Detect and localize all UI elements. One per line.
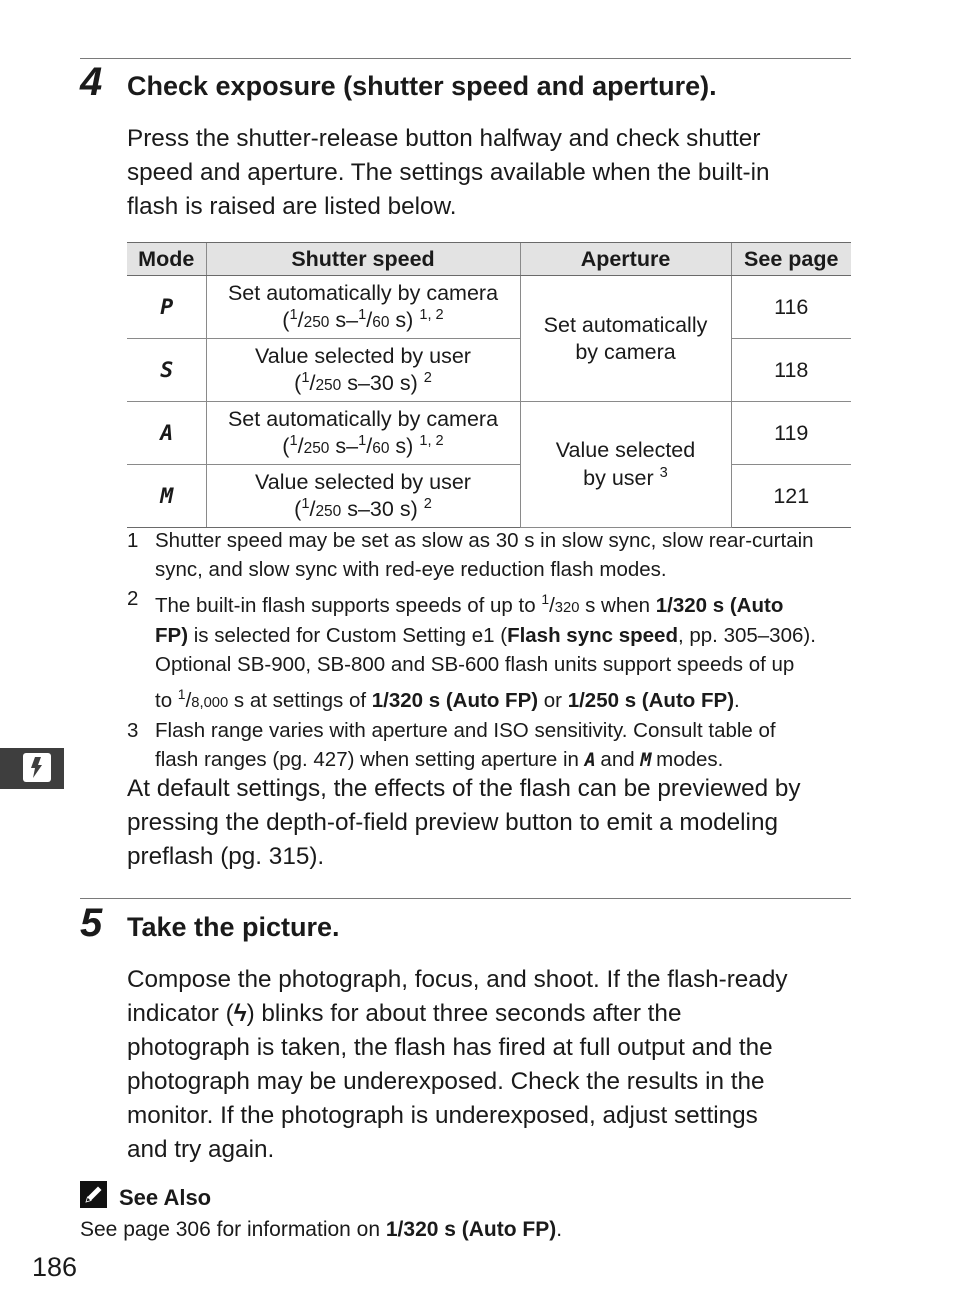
- table-row: [127, 276, 851, 339]
- intro-line: speed and aperture. The settings available when the built-in: [127, 159, 770, 186]
- mode-s-symbol: S: [160, 358, 173, 383]
- step-5-heading: Take the picture.: [127, 912, 340, 942]
- shutter-range: ($^1$/250 s–30 s) $^2$: [294, 496, 432, 522]
- section-tab: [0, 748, 64, 789]
- flash-ready-icon: ϟ: [233, 1000, 247, 1027]
- header-shutter-speed: Shutter speed: [206, 243, 520, 276]
- shutter-text: Value selected by user: [255, 469, 471, 494]
- step-4-number: 4: [80, 60, 103, 104]
- shutter-text: Set automatically by camera: [227, 280, 499, 305]
- mode-p-symbol: P: [160, 295, 173, 320]
- header-aperture: Aperture: [520, 243, 731, 276]
- aperture-cell-user: [520, 402, 731, 528]
- see-page-cell: 118: [731, 339, 851, 402]
- footnote-1: 1 Shutter speed may be set as slow as 30 s in slow sync, slow rear-curtain sync, and slow sync with red-eye reduction flash modes.: [127, 529, 814, 581]
- aperture-line: Set automatically: [543, 312, 708, 337]
- footnote-number: 3: [127, 719, 139, 743]
- aperture-line: by user $^3$: [583, 464, 668, 491]
- pencil-note-icon: [80, 1181, 107, 1208]
- aperture-cell-auto: [520, 276, 731, 402]
- mode-a-symbol: A: [584, 750, 595, 772]
- default-settings-paragraph: At default settings, the effects of the flash can be previewed by pressing the depth-of-field preview button to emit a modeling preflash (pg. 315).: [127, 775, 801, 870]
- shutter-cell: [206, 402, 520, 465]
- step-5-number: 5: [80, 901, 103, 945]
- exposure-modes-table: [127, 242, 851, 528]
- shutter-cell: [206, 339, 520, 402]
- mode-cell: [127, 276, 206, 339]
- see-also-text: See page 306 for information on 1/320 s (Auto FP).: [80, 1218, 563, 1241]
- shutter-range: ($^1$/250 s–$^1$/60 s) $^{1, 2}$: [282, 307, 444, 333]
- see-also-title: See Also: [119, 1185, 212, 1210]
- see-page-cell: 121: [731, 465, 851, 528]
- step-4-intro: [127, 122, 857, 224]
- table-header-row: [127, 243, 851, 276]
- footnote-number: 1: [127, 529, 139, 552]
- table-footnotes: [127, 527, 857, 776]
- page-number: 186: [32, 1252, 78, 1282]
- footnote-number: 2: [127, 586, 139, 610]
- intro-line: flash is raised are listed below.: [127, 193, 457, 220]
- table-row: [127, 465, 851, 528]
- mode-m-symbol: M: [160, 484, 173, 509]
- flash-icon: [23, 753, 51, 782]
- table-row: [127, 402, 851, 465]
- mode-a-symbol: A: [160, 421, 173, 446]
- shutter-cell: [206, 465, 520, 528]
- aperture-line: by camera: [575, 339, 676, 364]
- header-see-page: See page: [731, 243, 851, 276]
- footnote-3: 3 Flash range varies with aperture and ISO sensitivity. Consult table of flash ranges (pg. 427) when setting aperture in A and M modes.: [127, 719, 776, 772]
- top-divider: [80, 58, 851, 59]
- mode-cell: [127, 465, 206, 528]
- shutter-text: Set automatically by camera: [227, 406, 499, 431]
- step-5-divider: [80, 898, 851, 899]
- see-page-cell: 119: [731, 402, 851, 465]
- footnote-ref: 3: [659, 464, 668, 481]
- header-mode: Mode: [127, 243, 206, 276]
- mode-m-symbol: M: [640, 750, 651, 772]
- mode-cell: [127, 402, 206, 465]
- mode-cell: [127, 339, 206, 402]
- aperture-line: Value selected: [555, 438, 696, 463]
- shutter-cell: [206, 276, 520, 339]
- see-page-cell: 116: [731, 276, 851, 339]
- step-5-paragraph: Compose the photograph, focus, and shoot. If the flash-ready indicator (ϟ) blinks for about three seconds after the photograph is taken, the flash has fired at full output and the photograph may be underexposed. Check the results in the monitor. If the photograph is underexposed, adjust settings and try again.: [127, 966, 788, 1163]
- shutter-range: ($^1$/250 s–30 s) $^2$: [294, 370, 432, 396]
- table-row: [127, 339, 851, 402]
- step-4-heading: Check exposure (shutter speed and aperture).: [127, 71, 717, 101]
- footnote-2: 2 The built-in flash supports speeds of up to $^1$/320 s when 1/320 s (Auto FP) is selected for Custom Setting e1 (Flash sync speed, pp. 305–306). Optional SB-900, SB-800 and SB-600 flash units support speeds of up to $^1$/8,000 s at settings of 1/320 s (Auto FP) or 1/250 s (Auto FP).: [127, 586, 816, 712]
- shutter-range: ($^1$/250 s–$^1$/60 s) $^{1, 2}$: [282, 433, 444, 459]
- shutter-text: Value selected by user: [255, 343, 471, 368]
- intro-line: Press the shutter-release button halfway and check shutter: [127, 125, 761, 152]
